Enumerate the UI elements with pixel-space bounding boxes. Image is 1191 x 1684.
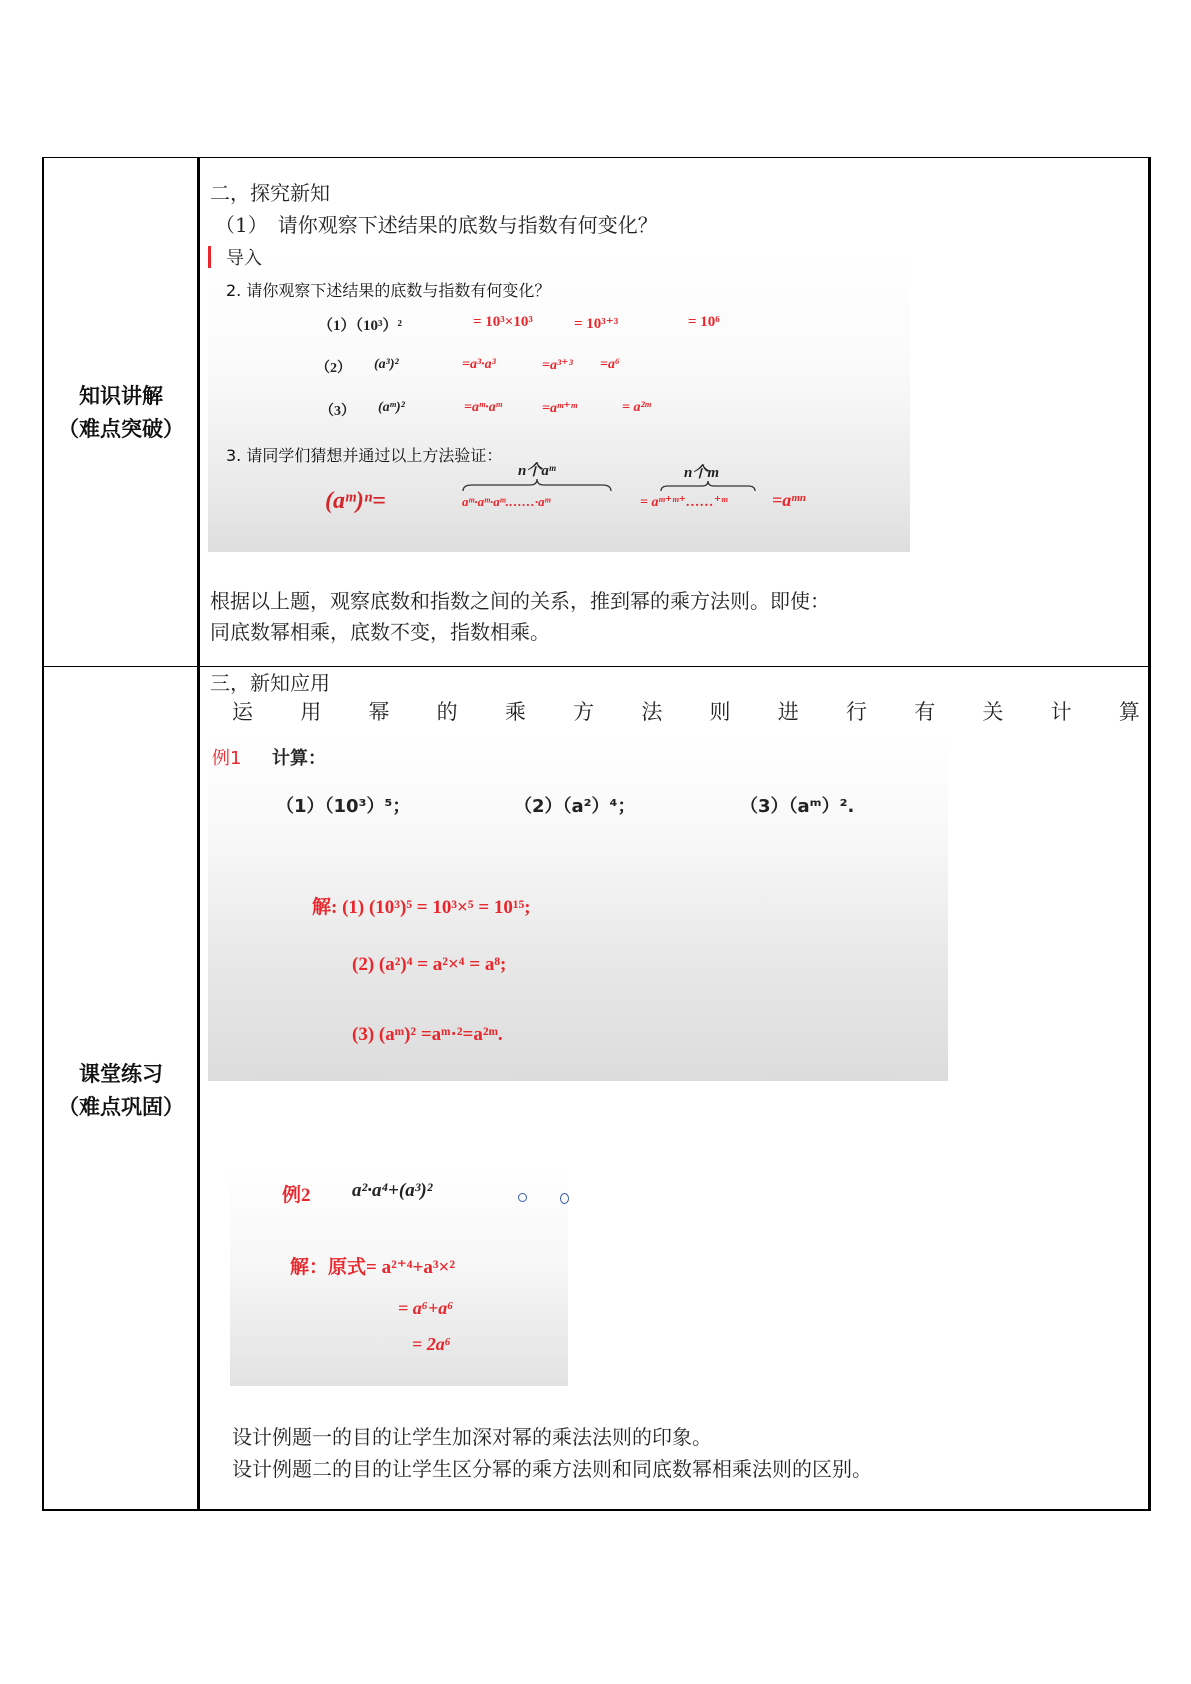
row1-summary-2: 同底数幂相乘，底数不变，指数相乘。 bbox=[210, 620, 550, 644]
spread-char: 用 bbox=[300, 700, 322, 724]
item3-num: （3） bbox=[320, 404, 355, 419]
brace1-icon bbox=[462, 478, 612, 492]
row1-label-sub: （难点突破） bbox=[58, 417, 184, 441]
spread-char: 运 bbox=[232, 700, 253, 724]
brace2-label: n个m bbox=[684, 465, 720, 481]
spread-char: 则 bbox=[709, 700, 731, 724]
ex2-tag: 例2 bbox=[282, 1185, 311, 1206]
brace1-label: n个aᵐ bbox=[518, 463, 556, 479]
ex1-tag: 例1 bbox=[212, 748, 242, 769]
spread-char: 关 bbox=[982, 700, 1004, 724]
formula-mid: = aᵐ⁺ᵐ⁺……⁺ᵐ bbox=[640, 495, 728, 510]
table-column-divider bbox=[197, 157, 200, 1510]
row1-label bbox=[44, 380, 198, 446]
slide-question-3: 3. 请同学们猜想并通过以上方法验证： bbox=[226, 446, 503, 465]
spread-char: 乘 bbox=[504, 700, 526, 724]
row2-label bbox=[44, 1058, 198, 1124]
spread-char: 幂 bbox=[368, 700, 390, 724]
row1-summary-1: 根据以上题，观察底数和指数之间的关系，推到幂的乘方法则。即使： bbox=[210, 589, 830, 613]
row2-note-1: 设计例题一的目的让学生加深对幂的乘法法则的印象。 bbox=[232, 1425, 712, 1449]
row1-label-main: 知识讲解 bbox=[79, 384, 163, 408]
ex1-solution-2: (2) (a²)⁴ = a²×⁴ = a⁸; bbox=[352, 954, 507, 975]
spread-char: 方 bbox=[573, 700, 595, 724]
ex2-solution-3: = 2a⁶ bbox=[412, 1334, 452, 1354]
ex2-solution-1: 解：原式= a²⁺⁴+a³×² bbox=[290, 1257, 456, 1278]
table-row-divider bbox=[42, 666, 1151, 667]
item2-num: （2） bbox=[316, 361, 351, 376]
item2-step1: =a³·a³ bbox=[462, 357, 496, 372]
ex1-part2: （2）（a²）⁴； bbox=[514, 796, 636, 817]
item2-expr: (a³)² bbox=[374, 357, 399, 372]
spread-char: 有 bbox=[914, 700, 936, 724]
table-bottom-border bbox=[42, 1509, 1151, 1511]
spread-char: 进 bbox=[777, 700, 799, 724]
table-right-border bbox=[1148, 157, 1151, 1510]
item3-step2: =aᵐ⁺ᵐ bbox=[542, 401, 578, 416]
table-top-border bbox=[42, 157, 1151, 158]
dot-icon bbox=[518, 1193, 527, 1202]
item1-step2: = 10³⁺³ bbox=[574, 316, 619, 332]
ex1-solution-1: 解: (1) (10³)⁵ = 10³×⁵ = 10¹⁵; bbox=[312, 897, 531, 918]
table-left-border bbox=[42, 157, 44, 1510]
item2-step3: =a⁶ bbox=[600, 357, 620, 372]
brace2-icon bbox=[660, 480, 756, 492]
ex2-solution-2: = a⁶+a⁶ bbox=[398, 1298, 454, 1318]
power-item-1 bbox=[318, 314, 402, 335]
row2-label-main: 课堂练习 bbox=[79, 1062, 163, 1086]
item1-step1: = 10³×10³ bbox=[473, 314, 533, 330]
item3-step3: = a²ᵐ bbox=[622, 400, 651, 415]
spread-char: 行 bbox=[845, 700, 867, 724]
dot-icon bbox=[560, 1193, 569, 1204]
item3-expr: (aᵐ)² bbox=[378, 400, 405, 415]
formula-lhs: (aᵐ)ⁿ= bbox=[325, 488, 386, 514]
row2-spread-line bbox=[232, 697, 1140, 727]
row1-heading: 二，探究新知 bbox=[210, 181, 330, 205]
row2-note-2: 设计例题二的目的让学生区分幂的乘方法则和同底数幂相乘法则的区别。 bbox=[232, 1457, 872, 1481]
slide-tag: 导入 bbox=[226, 248, 262, 269]
item1-num: （1）（10³）² bbox=[318, 318, 402, 334]
ex1-solution-3: (3) (aᵐ)² =aᵐ·²=a²ᵐ. bbox=[352, 1024, 503, 1045]
slide-question-2: 2. 请你观察下述结果的底数与指数有何变化？ bbox=[226, 281, 551, 300]
spread-char: 计 bbox=[1050, 700, 1072, 724]
item2-step2: =a³⁺³ bbox=[542, 358, 573, 373]
ex1-part1: （1）（10³）⁵； bbox=[276, 796, 411, 817]
ex1-part3: （3）（aᵐ）². bbox=[740, 796, 855, 817]
item3-step1: =aᵐ·aᵐ bbox=[464, 400, 503, 415]
row2-heading: 三，新知应用 bbox=[210, 671, 330, 695]
row1-question: （1） 请你观察下述结果的底数与指数有何变化？ bbox=[215, 213, 658, 237]
row2-label-sub: （难点巩固） bbox=[58, 1095, 184, 1119]
formula-chain: aᵐ·aᵐ·aᵐ.……·aᵐ bbox=[462, 494, 551, 509]
formula-rhs: =aᵐⁿ bbox=[772, 490, 806, 510]
ex1-title: 计算： bbox=[272, 748, 326, 769]
spread-char: 的 bbox=[436, 700, 458, 724]
ex2-problem: a²·a⁴+(a³)² bbox=[352, 1180, 433, 1201]
spread-char: 算 bbox=[1118, 700, 1140, 724]
spread-char: 法 bbox=[641, 700, 663, 724]
item1-step3: = 10⁶ bbox=[688, 314, 720, 330]
slide-tag-bar bbox=[208, 246, 211, 268]
